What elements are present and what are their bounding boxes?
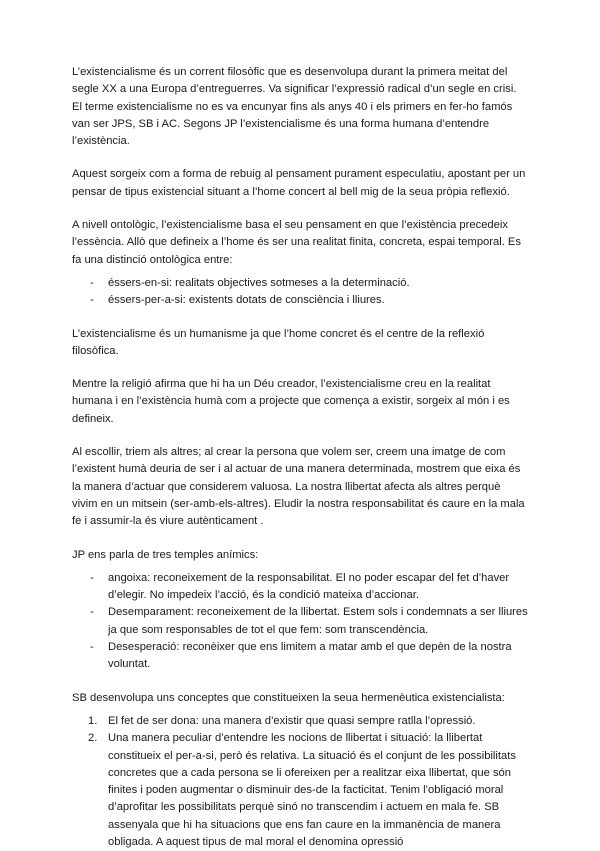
temples-list — [72, 570, 528, 674]
paragraph-religion: Mentre la religió afirma que hi ha un Déu creador, l’existencialisme creu en la realitat humana i en l’existència humà com a projecte que comença a existir, sorgeix al món i es defineix. — [72, 378, 510, 425]
paragraph-choice: Al escollir, triem als altres; al crear la persona que volem ser, creem una imatge de com l’existent humà deuria de ser i al actuar de una manera determinada, mostrem que eixa és la manera d’actuar que considerem valuosa. La nostra llibertat afecta als altres perquè vivim en un mitsein (ser-amb-els-altres). Eludir la nostra responsabilitat és caure en la mala fe i assumir-la és viure autènticament . — [72, 446, 525, 528]
list-number: 1. — [88, 714, 98, 727]
list-item: - angoixa: reconeixement de la responsabilitat. El no poder escapar del fet d’haver d’elegir. No impedeix l’acció, és la condició mateixa d’accionar. — [72, 570, 528, 605]
list-item — [72, 713, 528, 730]
paragraph-ontology: A nivell ontològic, l’existencialisme basa el seu pensament en que l’existència precedeix l’essència. Allò que defineix a l’home és ser una realitat finita, concreta, espai temporal. Es fa una distinció ontològica entre: — [72, 219, 521, 266]
list-item: - éssers-en-si: realitats objectives sotmeses a la determinació. — [72, 275, 528, 292]
concepts-list — [72, 713, 528, 851]
paragraph-concepts-intro: SB desenvolupa uns conceptes que constitueixen la seua hermenèutica existencialista: — [72, 691, 505, 704]
list-item: - Desemparament: reconeixement de la llibertat. Estem sols i condemnats a ser lliures ja que som responsables de tot el que fem: som transcendència. — [72, 604, 528, 639]
list-item-text: Una manera peculiar d’entendre les nocions de llibertat i situació: la llibertat constitueix el per-a-si, però és relativa. La situació és el conjunt de les possibilitats concretes que a cada persona se li ofereixen per a realitzar eixa llibertat, que són finites i poden augmentar o disminuir des-de la facticitat. Tenim l’obligació moral d’aprofitar les possibilitats perquè sinó no transcendim i actuem en mala fe. SB assenyala que hi ha situacions que ens fan caure en la immanència de manera obligada. A aquest tipus de mal moral el denomina opressió — [108, 732, 516, 848]
list-item — [72, 730, 528, 851]
list-item: - Desesperació: reconèixer que ens limitem a matar amb el que depèn de la nostra voluntat. — [72, 639, 528, 674]
list-number: 2. — [88, 732, 98, 745]
ontology-list — [72, 275, 528, 310]
paragraph-origin: Aquest sorgeix com a forma de rebuig al pensament purament especulatiu, apostant per un pensar de tipus existencial situant a l’home concert al bell mig de la seua pròpia reflexió. — [72, 168, 526, 198]
paragraph-intro: L’existencialisme és un corrent filosòfic que es desenvolupa durant la primera meitat del segle XX a una Europa d’entreguerres. Va significar l’expressió radical d’un segle en crisi. El terme existencialisme no es va encunyar fins als anys 40 i els primers en fer-ho famós van ser JPS, SB i AC. Segons JP l’existencialisme és una forma humana d’entendre l’existència. — [72, 66, 517, 148]
paragraph-humanism: L’existencialisme és un humanisme ja que l’home concret és el centre de la reflexió filosòfica. — [72, 327, 485, 357]
paragraph-temples-intro: JP ens parla de tres temples anímics: — [72, 548, 259, 561]
list-item-text: El fet de ser dona: una manera d’existir que quasi sempre ratlla l’opressió. — [108, 714, 476, 727]
list-item: - éssers-per-a-si: existents dotats de consciència i lliures. — [72, 292, 528, 309]
